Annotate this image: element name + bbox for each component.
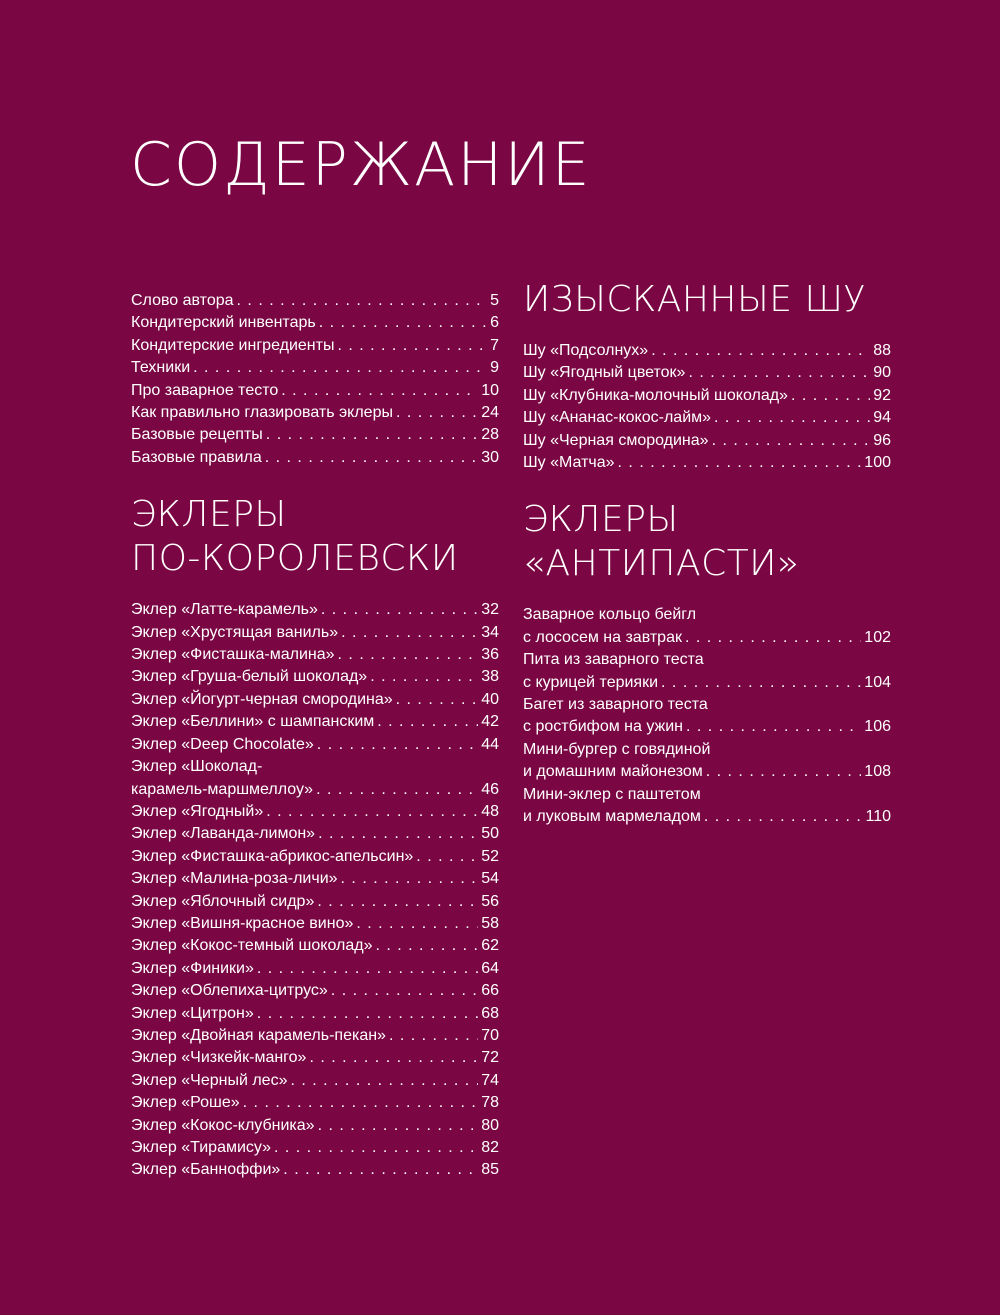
toc-entry[interactable]: [523, 385, 891, 407]
toc-entry[interactable]: [131, 935, 499, 957]
toc-entry[interactable]: [131, 801, 499, 823]
dot-leader: [618, 452, 862, 474]
dot-leader: [321, 599, 478, 621]
toc-entry-page-number: 58: [481, 914, 499, 932]
toc-entry-title-line: Мини-бургер с говядиной: [523, 740, 711, 758]
toc-entry[interactable]: [131, 1137, 499, 1159]
toc-entry-row: [131, 779, 499, 801]
toc-entry-page-number: 24: [481, 404, 499, 422]
toc-entry-title: и домашним майонезом: [523, 763, 703, 781]
toc-entry[interactable]: [131, 980, 499, 1002]
dot-leader: [193, 357, 487, 379]
toc-entry-title: Кондитерские ингредиенты: [131, 336, 335, 354]
toc-entry-page-number: 90: [873, 364, 891, 382]
toc-entry-title: Эклер «Йогурт-черная смородина»: [131, 690, 393, 708]
dot-leader: [316, 779, 478, 801]
toc-entry-page-number: 6: [490, 314, 499, 332]
dot-leader: [370, 666, 478, 688]
toc-entry[interactable]: [131, 1092, 499, 1114]
dot-leader: [281, 380, 478, 402]
toc-entry[interactable]: [131, 622, 499, 644]
toc-entry-page-number: 62: [481, 937, 499, 955]
dot-leader: [318, 1115, 479, 1137]
toc-entry-page-number: 96: [873, 431, 891, 449]
toc-entry-title: Про заварное тесто: [131, 381, 279, 399]
toc-entry-page-number: 106: [864, 718, 891, 736]
toc-entry-title: карамель-маршмеллоу»: [131, 780, 314, 798]
toc-entry[interactable]: [523, 452, 891, 474]
toc-entry-title: Эклер «Финики»: [131, 959, 254, 977]
toc-entry[interactable]: [523, 649, 891, 694]
toc-entry-page-number: 5: [490, 292, 499, 309]
toc-entry-title: Эклер «Роше»: [131, 1094, 240, 1112]
dot-leader: [318, 823, 478, 845]
toc-entry-title: с курицей терияки: [523, 673, 659, 691]
toc-entry-page-number: 80: [481, 1116, 499, 1134]
toc-entry[interactable]: [131, 402, 499, 424]
toc-entry-page-number: 100: [864, 454, 891, 472]
toc-entry[interactable]: [131, 689, 499, 711]
toc-entry-page-number: 66: [481, 982, 499, 1000]
toc-entry-row: [523, 672, 891, 694]
toc-entry[interactable]: [523, 694, 891, 739]
choux-list: [523, 340, 891, 474]
dot-leader: [341, 622, 478, 644]
toc-entry-title: Техники: [131, 359, 191, 377]
toc-entry[interactable]: [131, 644, 499, 666]
toc-entry-title: Шу «Ягодный цветок»: [523, 364, 686, 382]
toc-entry-page-number: 32: [481, 601, 499, 619]
toc-entry-page-number: 30: [481, 448, 499, 466]
dot-leader: [317, 734, 478, 756]
toc-entry-page-number: 94: [873, 409, 891, 427]
toc-entry-title: Эклер «Цитрон»: [131, 1004, 254, 1022]
royal-eclairs-list: [131, 599, 499, 1182]
toc-entry-page-number: 88: [873, 342, 891, 359]
toc-entry-row: [523, 761, 891, 783]
toc-entry[interactable]: [523, 784, 891, 829]
toc-entry-page-number: 70: [481, 1026, 499, 1044]
toc-entry-page-number: 10: [481, 381, 499, 399]
toc-entry-page-number: 7: [490, 336, 499, 354]
left-column: [131, 290, 499, 1182]
dot-leader: [257, 1003, 478, 1025]
toc-entry[interactable]: [131, 357, 499, 379]
dot-leader: [706, 761, 862, 783]
dot-leader: [338, 644, 479, 666]
toc-entry[interactable]: [131, 734, 499, 756]
toc-entry[interactable]: [131, 891, 499, 913]
toc-entry-page-number: 48: [481, 802, 499, 820]
toc-entry-title: Эклер «Хрустящая ваниль»: [131, 623, 339, 641]
toc-entry-page-number: 74: [481, 1071, 499, 1089]
dot-leader: [337, 335, 487, 357]
toc-entry[interactable]: [523, 407, 891, 429]
toc-entry-title: Шу «Матча»: [523, 454, 615, 472]
dot-leader: [688, 362, 870, 384]
toc-entry-title-line: Мини-эклер с паштетом: [523, 785, 701, 803]
intro-list: [131, 290, 499, 469]
toc-entry[interactable]: [131, 1025, 499, 1047]
toc-entry[interactable]: [523, 604, 891, 649]
dot-leader: [791, 385, 870, 407]
toc-entry[interactable]: [131, 290, 499, 312]
dot-leader: [341, 868, 479, 890]
toc-entry[interactable]: [131, 711, 499, 733]
toc-entry-title: Шу «Ананас-кокос-лайм»: [523, 409, 712, 427]
toc-entry[interactable]: [131, 1003, 499, 1025]
toc-entry-title: Эклер «Двойная карамель-пекан»: [131, 1026, 386, 1044]
toc-entry-title: Эклер «Лаванда-лимон»: [131, 825, 316, 843]
toc-entry-title: с ростбифом на ужин: [523, 718, 684, 736]
toc-entry[interactable]: [131, 335, 499, 357]
toc-entry-title: Эклер «Фисташка-малина»: [131, 646, 335, 664]
toc-entry-title: Кондитерский инвентарь: [131, 314, 316, 332]
dot-leader: [266, 424, 478, 446]
toc-entry-title: Как правильно глазировать эклеры: [131, 404, 393, 422]
dot-leader: [685, 627, 861, 649]
toc-entry-title: Слово автора: [131, 292, 234, 309]
toc-entry[interactable]: [131, 424, 499, 446]
toc-entry[interactable]: [523, 362, 891, 384]
dot-leader: [309, 1047, 478, 1069]
toc-entry-title: Эклер «Облепиха-цитрус»: [131, 982, 328, 1000]
toc-entry-page-number: 52: [481, 847, 499, 865]
dot-leader: [317, 891, 478, 913]
toc-entry-page-number: 85: [481, 1161, 499, 1179]
toc-entry-title: Эклер «Вишня-красное вино»: [131, 914, 354, 932]
toc-entry[interactable]: [131, 868, 499, 890]
toc-entry-page-number: 40: [481, 690, 499, 708]
toc-entry-title: Эклер «Deep Chocolate»: [131, 735, 314, 753]
toc-entry[interactable]: [131, 380, 499, 402]
toc-entry-page-number: 44: [481, 735, 499, 753]
toc-entry-page-number: 92: [873, 386, 891, 404]
toc-entry-title: Эклер «Латте-карамель»: [131, 601, 318, 619]
toc-entry[interactable]: [131, 312, 499, 334]
dot-leader: [243, 1092, 479, 1114]
toc-entry-title: Базовые рецепты: [131, 426, 263, 444]
toc-entry-page-number: 56: [481, 892, 499, 910]
dot-leader: [712, 430, 871, 452]
toc-entry-title: Эклер «Фисташка-абрикос-апельсин»: [131, 847, 414, 865]
dot-leader: [237, 290, 488, 312]
toc-entry-title: Эклер «Ягодный»: [131, 802, 264, 820]
toc-entry-row: [523, 806, 891, 828]
dot-leader: [265, 447, 478, 469]
dot-leader: [416, 846, 478, 868]
section-heading-choux: ИЗЫСКАННЫЕ ШУ: [523, 279, 866, 320]
toc-entry-page-number: 50: [481, 825, 499, 843]
toc-entry[interactable]: [131, 447, 499, 469]
toc-entry-title: Базовые правила: [131, 448, 262, 466]
toc-entry-page-number: 110: [865, 808, 891, 826]
toc-entry-title: Эклер «Баннoффи»: [131, 1161, 281, 1179]
toc-entry-page-number: 102: [864, 628, 891, 646]
toc-entry[interactable]: [523, 340, 891, 362]
toc-entry-title: Шу «Клубника-молочный шоколад»: [523, 386, 788, 404]
toc-entry-title: Эклер «Кокос-клубника»: [131, 1116, 315, 1134]
toc-entry[interactable]: [131, 756, 499, 801]
toc-entry-title: Эклер «Груша-белый шоколад»: [131, 668, 368, 686]
right-column: [523, 278, 891, 829]
toc-entry-row: [523, 716, 891, 738]
dot-leader: [704, 806, 863, 828]
toc-entry-page-number: 78: [481, 1094, 499, 1112]
toc-entry-page-number: 34: [481, 623, 499, 641]
toc-entry-title: с лососем на завтрак: [523, 628, 682, 646]
toc-entry-title-line: Заварное кольцо бейгл: [523, 606, 697, 624]
toc-entry-page-number: 9: [490, 359, 499, 377]
toc-entry-page-number: 46: [481, 780, 499, 798]
toc-entry-title: Эклер «Чизкейк-манго»: [131, 1049, 307, 1067]
toc-entry-page-number: 28: [481, 426, 499, 444]
dot-leader: [319, 312, 487, 334]
dot-leader: [714, 407, 870, 429]
toc-entry-title: Эклер «Черный лес»: [131, 1071, 288, 1089]
antipasti-list: [523, 604, 891, 828]
section-heading-antipasti: ЭКЛЕРЫ «АНТИПАСТИ»: [523, 499, 800, 585]
toc-entry-page-number: 38: [481, 668, 499, 686]
toc-entry-title: Шу «Черная смородина»: [523, 431, 709, 449]
toc-entry-page-number: 104: [864, 673, 891, 691]
toc-entry-page-number: 68: [481, 1004, 499, 1022]
toc-entry[interactable]: [131, 599, 499, 621]
section-heading-royal-eclairs: ЭКЛЕРЫ ПО-КОРОЛЕВСКИ: [131, 494, 459, 580]
dot-leader: [396, 689, 479, 711]
toc-entry-page-number: 54: [481, 870, 499, 888]
toc-entry[interactable]: [131, 823, 499, 845]
toc-entry-page-number: 72: [481, 1049, 499, 1067]
toc-entry[interactable]: [131, 913, 499, 935]
toc-entry[interactable]: [523, 739, 891, 784]
toc-entry-page-number: 108: [864, 763, 891, 781]
toc-entry-row: [523, 627, 891, 649]
dot-leader: [257, 958, 478, 980]
toc-entry[interactable]: [131, 1159, 499, 1181]
toc-entry-title-line: Багет из заварного теста: [523, 696, 708, 714]
toc-entry-title: Эклер «Малина-роза-личи»: [131, 870, 338, 888]
toc-entry-page-number: 42: [481, 713, 499, 731]
toc-entry[interactable]: [523, 430, 891, 452]
dot-leader: [375, 935, 478, 957]
dot-leader: [389, 1025, 478, 1047]
toc-entry[interactable]: [131, 958, 499, 980]
toc-entry[interactable]: [131, 1115, 499, 1137]
toc-entry-page-number: 64: [481, 959, 499, 977]
toc-entry-title: Эклер «Яблочный сидр»: [131, 892, 315, 910]
toc-entry-title: Эклер «Кокос-темный шоколад»: [131, 937, 373, 955]
dot-leader: [651, 340, 870, 362]
toc-entry[interactable]: [131, 666, 499, 688]
toc-entry-title: Эклер «Тирамису»: [131, 1139, 271, 1156]
toc-entry-page-number: 36: [481, 646, 499, 664]
page-title: СОДЕРЖАНИЕ: [130, 130, 592, 200]
toc-entry-title-line: Эклер «Шоколад-: [131, 758, 263, 776]
dot-leader: [331, 980, 478, 1002]
dot-leader: [290, 1070, 478, 1092]
toc-entry-title: Шу «Подсолнух»: [523, 342, 649, 359]
dot-leader: [661, 672, 861, 694]
toc-entry[interactable]: [131, 1070, 499, 1092]
toc-entry-title: Эклер «Беллини» с шампанским: [131, 713, 375, 731]
dot-leader: [377, 711, 478, 733]
toc-entry[interactable]: [131, 1047, 499, 1069]
toc-entry-page-number: 82: [481, 1139, 499, 1156]
dot-leader: [396, 402, 478, 424]
dot-leader: [266, 801, 478, 823]
toc-entry-title-line: Пита из заварного теста: [523, 651, 704, 669]
dot-leader: [274, 1137, 478, 1159]
dot-leader: [686, 716, 861, 738]
toc-entry-title: и луковым мармеладом: [523, 808, 701, 826]
dot-leader: [356, 913, 478, 935]
toc-entry[interactable]: [131, 846, 499, 868]
dot-leader: [283, 1159, 478, 1181]
